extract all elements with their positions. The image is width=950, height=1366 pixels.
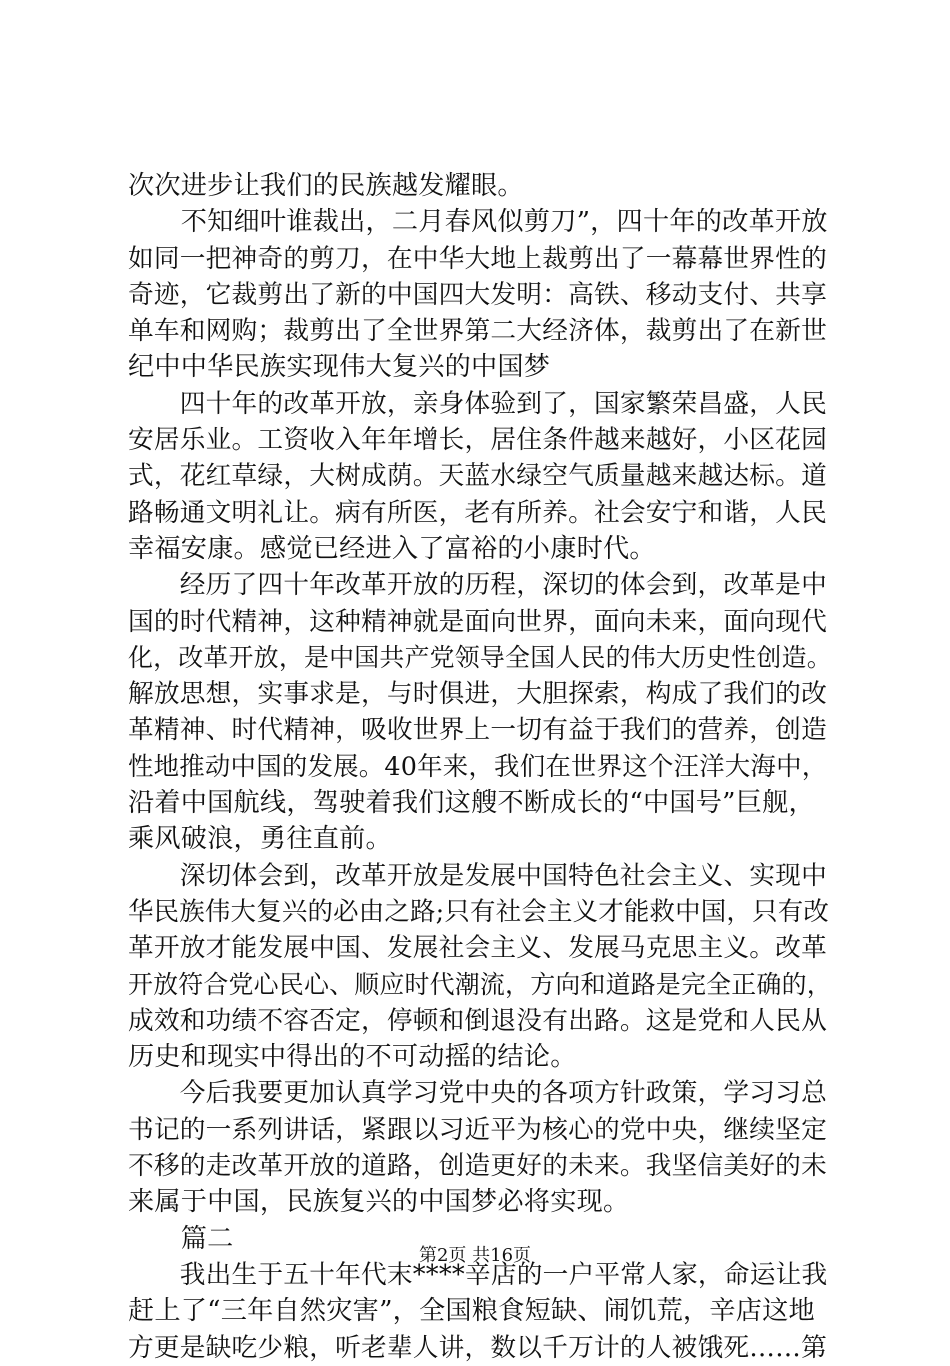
text-line: 性地推动中国的发展。40年来，我们在世界这个汪洋大海中， [128,751,828,782]
text-line: 单车和网购；裁剪出了全世界第二大经济体，裁剪出了在新世 [128,316,827,347]
text-line: 华民族伟大复兴的必由之路;只有社会主义才能救中国，只有改 [128,896,829,927]
text-line: 如同一把神奇的剪刀，在中华大地上裁剪出了一幕幕世界性的 [128,243,827,274]
section-heading: 篇二 [128,1223,234,1254]
text-line: 路畅通文明礼让。病有所医，老有所养。社会安宁和谐，人民 [128,497,827,528]
text-line: 次次进步让我们的民族越发耀眼。 [128,171,524,201]
text-line: 革精神、时代精神，吸收世界上一切有益于我们的营养，创造 [128,715,827,746]
text-line: 开放符合党心民心、顺应时代潮流，方向和道路是完全正确的， [128,969,832,999]
text-line: 四十年的改革开放，亲身体验到了，国家繁荣昌盛，人民 [128,388,827,419]
text-line: 化，改革开放，是中国共产党领导全国人民的伟大历史性创造。 [128,642,832,672]
text-line: 来属于中国，民族复兴的中国梦必将实现。 [128,1187,630,1218]
text-line: 国的时代精神，这种精神就是面向世界，面向未来，面向现代 [128,606,827,637]
text-line: 解放思想，实事求是，与时俱进，大胆探索，构成了我们的改 [128,679,827,710]
text-line: 成效和功绩不容否定，停顿和倒退没有出路。这是党和人民从 [128,1005,827,1036]
text-line: 安居乐业。工资收入年年增长，居住条件越来越好，小区花园 [128,425,827,456]
text-line: 方更是缺吃少粮，听老辈人讲，数以千万计的人被饿死……第 [128,1332,827,1363]
text-line: 奇迹，它裁剪出了新的中国四大发明：高铁、移动支付、共享 [128,279,827,310]
text-line: 我出生于五十年代末****辛店的一户平常人家，命运让我 [128,1259,828,1290]
text-line: 经历了四十年改革开放的历程，深切的体会到，改革是中 [128,570,827,601]
document-body [128,168,832,1366]
text-line: 式，花红草绿，大树成荫。天蓝水绿空气质量越来越达标。道 [128,461,827,492]
text-line: 深切体会到，改革开放是发展中国特色社会主义、实现中 [128,860,827,891]
text-line: 革开放才能发展中国、发展社会主义、发展马克思主义。改革 [128,933,827,964]
text-line: 纪中中华民族实现伟大复兴的中国梦 [128,352,551,383]
text-line: 不移的走改革开放的道路，创造更好的未来。我坚信美好的未 [128,1151,827,1182]
text-line: 赶上了“三年自然灾害”，全国粮食短缺、闹饥荒，辛店这地 [128,1296,815,1327]
text-line: 书记的一系列讲话，紧跟以习近平为核心的党中央，继续坚定 [128,1114,827,1145]
page-number-footer: 第2页 共16页 [418,1245,532,1266]
text-line: 乘风破浪，勇往直前。 [128,824,392,855]
text-line: 沿着中国航线，驾驶着我们这艘不断成长的“中国号”巨舰， [128,788,815,819]
text-line: 不知细叶谁裁出，二月春风似剪刀”，四十年的改革开放 [128,207,828,238]
text-line: 历史和现实中得出的不可动摇的结论。 [128,1042,577,1073]
text-line: 今后我要更加认真学习党中央的各项方针政策，学习习总 [128,1078,827,1109]
text-line: 幸福安康。感觉已经进入了富裕的小康时代。 [128,533,656,564]
